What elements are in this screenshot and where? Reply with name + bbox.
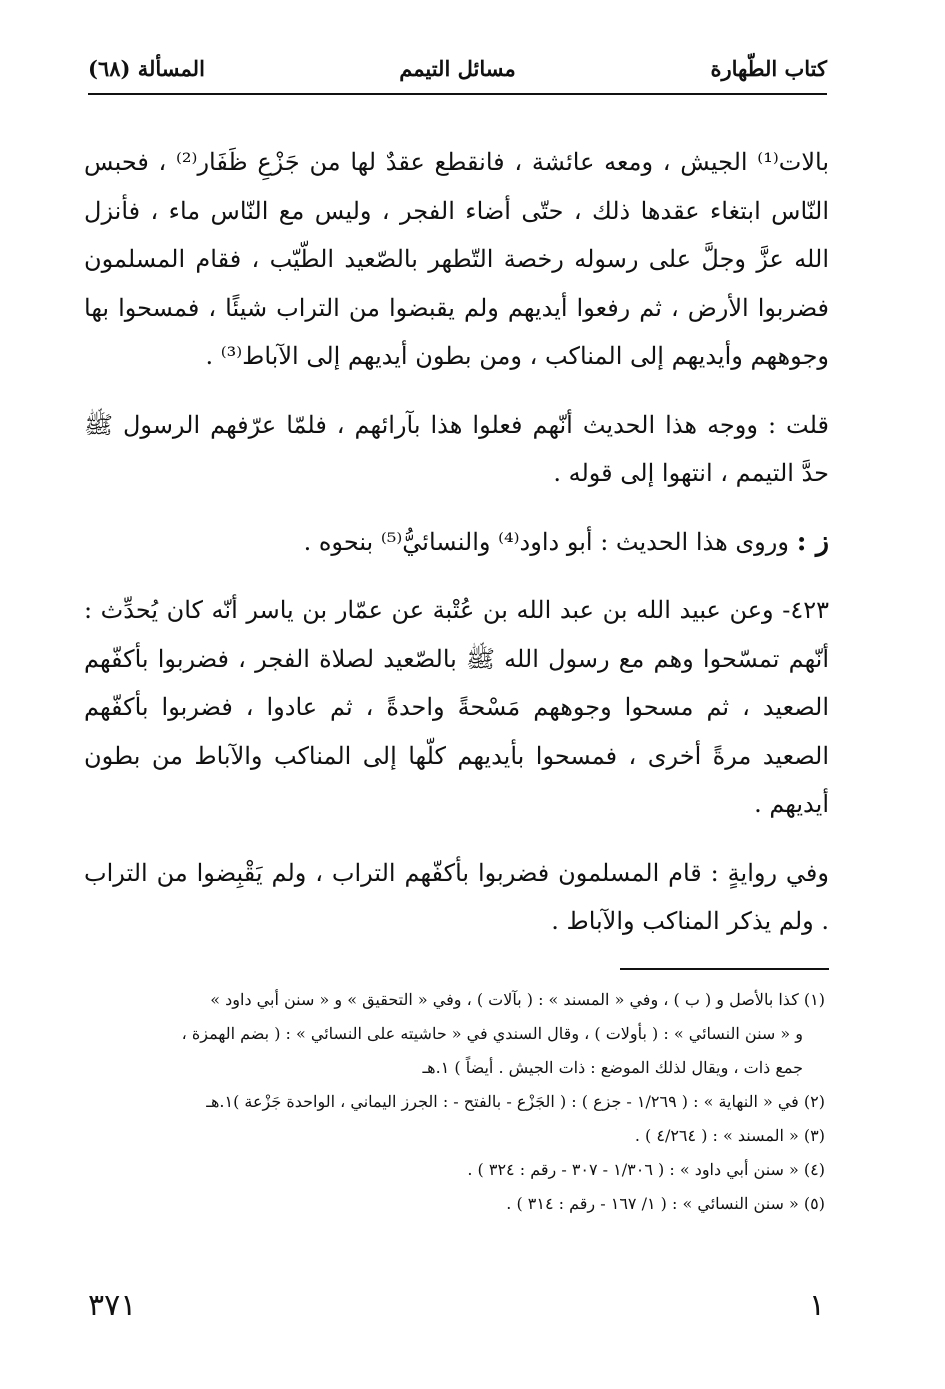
footnote-line: (٥) « سنن النسائي » : ( ١/ ١٦٧ - رقم : ٣١٤ ) . (506, 1194, 825, 1213)
footnote-line: (٢) في « النهاية » : ( ١/٢٦٩ - جزع ) : ( الجَزْع - بالفتح - : الجرز اليماني ، الواحدة جَزْعة )١.هـ (206, 1092, 825, 1111)
paragraph (84, 849, 829, 946)
paragraph (84, 401, 829, 498)
signature-mark: ١ (808, 1288, 825, 1323)
paragraph (84, 138, 829, 381)
footnote-line: جمع ذات ، ويقال لذلك الموضع : ذات الجيش . أيضاً ) ١.هـ (422, 1058, 803, 1077)
paragraph (84, 586, 829, 829)
paragraph-text: وروى هذا الحديث : أبو داود⁽⁴⁾ والنسائيُّ⁽⁵⁾ بنحوه . (303, 527, 797, 556)
running-header (88, 52, 827, 88)
paragraph (84, 518, 829, 567)
main-text (84, 138, 829, 946)
paragraph-text: ٤٢٣- وعن عبيد الله بن عبد الله بن عُتْبة عن عمّار بن ياسر أنّه كان يُحدِّث : أنّهم تمسّحوا وهم مع رسول الله ﷺ بالصّعيد لصلاة الفجر ، فضربوا بأكفّهم الصعيد ، ثم مسحوا وجوههم مَسْحةً واحدةً ، ثم عادوا ، فضربوا بأكفّهم الصعيد مرةً أخرى ، فمسحوا بأيديهم كلّها إلى المناكب والآباط من بطون أيديهم . (84, 596, 829, 818)
paragraph-text: وفي روايةٍ : قام المسلمون فضربوا بأكفّهم التراب ، ولم يَقْبِضوا من التراب . ولم يذكر المناكب والآباط . (84, 858, 829, 935)
book-title: كتاب الطّهارة (710, 56, 827, 81)
footnote-line: (٤) « سنن أبي داود » : ( ١/٣٠٦ - ٣٠٧ - رقم : ٣٢٤ ) . (467, 1160, 825, 1179)
paragraph-text: قلت : ووجه هذا الحديث أنّهم فعلوا هذا بآرائهم ، فلمّا عرّفهم الرسول ﷺ حدَّ التيمم ، انتهوا إلى قوله . (84, 410, 829, 487)
header-rule (88, 93, 827, 95)
page-number: ٣٧١ (88, 1288, 137, 1323)
footnote-line: (٣) « المسند » : ( ٤/٢٦٤ ) . (634, 1126, 825, 1145)
zay-marker: ز : (796, 525, 829, 557)
footnote-line: و « سنن النسائي » : ( بأولات ) ، وقال السندي في « حاشيته على النسائي » : ( بضم الهمزة ، (181, 1024, 803, 1043)
footnotes (84, 983, 825, 1221)
footnote-rule (620, 968, 829, 970)
issue-label: المسألة (٦٨) (88, 56, 205, 81)
footnote-line: (١) كذا بالأصل و ( ب ) ، وفي « المسند » : ( بآلات ) ، وفي « التحقيق » و « سنن أبي داود » (210, 990, 825, 1009)
paragraph-text: بالات⁽¹⁾ الجيش ، ومعه عائشة ، فانقطع عقدٌ لها من جَزْعِ ظَفَار⁽²⁾ ، فحبس النّاس ابتغاء عقدها ذلك ، حتّى أضاء الفجر ، وليس مع النّاس ماء ، فأنزل الله عزَّ وجلَّ على رسوله رخصة التّطهر بالصّعيد الطّيّب ، فقام المسلمون فضربوا الأرض ، ثم رفعوا أيديهم ولم يقبضوا من التراب شيئًا ، فمسحوا بها وجوههم وأيديهم إلى المناكب ، ومن بطون أيديهم إلى الآباط⁽³⁾ . (84, 148, 829, 370)
chapter-title: مسائل التيمم (399, 56, 516, 81)
